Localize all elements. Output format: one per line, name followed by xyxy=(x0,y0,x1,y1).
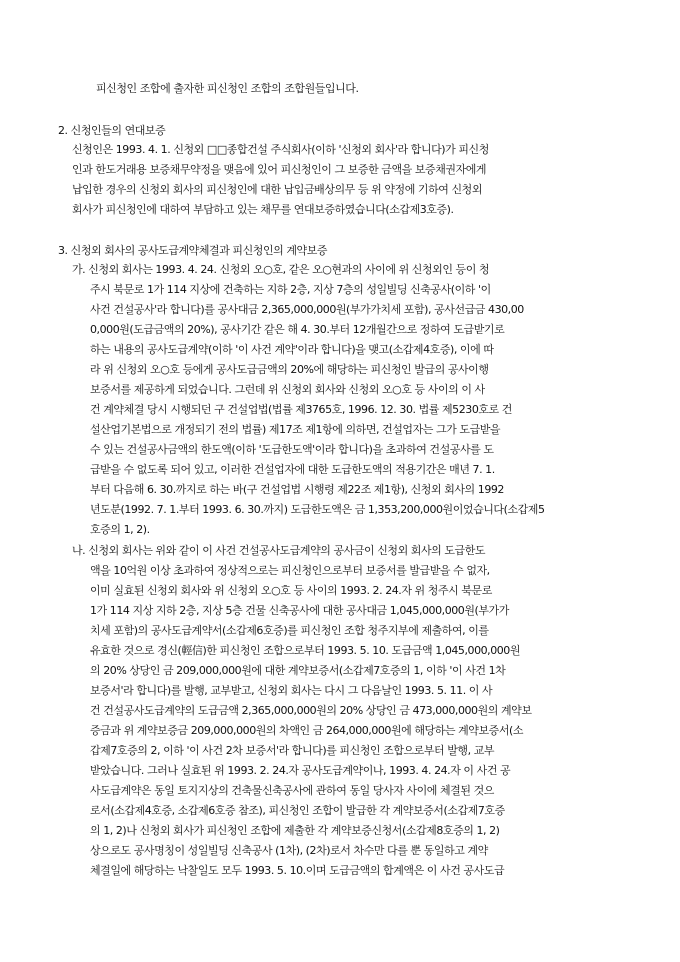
section-2-line: 인과 한도거래용 보증채무약정을 맺음에 있어 피신청인이 그 보증한 금액을 보증채권자에게 xyxy=(72,163,487,176)
item-ga-line: 0,000원(도급금액의 20%), 공사기간 같은 해 4. 30.부터 12개월간으로 정하여 도급받기로 xyxy=(90,323,505,336)
item-na-line: 액을 10억원 이상 초과하여 정상적으로는 피신청인으로부터 보증서를 발급받을 수 없자, xyxy=(90,564,490,577)
item-ga-line: 가. 신청외 회사는 1993. 4. 24. 신청외 오○호, 같은 오○현과의 사이에 위 신청외인 등이 청 xyxy=(72,263,490,276)
section-3-heading: 3. 신청외 회사의 공사도급계약체결과 피신청인의 계약보증 xyxy=(58,244,328,257)
item-na-line: 갑제7호증의 2, 이하 '이 사건 2차 보증서'라 합니다)를 피신청인 조합으로부터 발행, 교부 xyxy=(90,744,495,757)
item-ga-line: 부터 다음해 6. 30.까지로 하는 바(구 건설업법 시행령 제22조 제1항), 신청외 회사의 1992 xyxy=(90,483,504,496)
item-na-line: 사도급계약은 동일 토지지상의 건축물신축공사에 관하여 동일 당사자 사이에 체결된 것으 xyxy=(90,784,494,797)
item-na-line: 유효한 것으로 경신(輕信)한 피신청인 조합으로부터 1993. 5. 10. 도급금액 1,045,000,000원 xyxy=(90,644,521,657)
item-na-line: 증금과 위 계약보증금 209,000,000원의 차액인 금 264,000,000원에 해당하는 계약보증서(소 xyxy=(90,724,524,737)
item-na-line: 보증서'라 합니다)를 발행, 교부받고, 신청외 회사는 다시 그 다음날인 1993. 5. 11. 이 사 xyxy=(90,684,493,697)
item-ga-line: 주시 북문로 1가 114 지상에 건축하는 지하 2층, 지상 7층의 성일빌딩 신축공사(이하 '이 xyxy=(90,283,491,296)
item-na-line: 건 건설공사도급계약의 도급금액 2,365,000,000원의 20% 상당인 금 473,000,000원의 계약보 xyxy=(90,704,532,717)
item-na-line: 1가 114 지상 지하 2층, 지상 5층 건물 신축공사에 대한 공사대금 1,045,000,000원(부가가 xyxy=(90,604,509,617)
item-na-line: 로서(소갑제4호증, 소갑제6호증 참조), 피신청인 조합이 발급한 각 계약보증서(소갑제7호증 xyxy=(90,804,505,817)
section-2-heading: 2. 신청인들의 연대보증 xyxy=(58,124,166,137)
item-ga-line: 호증의 1, 2). xyxy=(90,523,150,536)
item-na-line: 상으로도 공사명칭이 성일빌딩 신축공사 (1차), (2차)로서 차수만 다를 뿐 동일하고 계약 xyxy=(90,844,488,857)
item-na-line: 체결일에 해당하는 낙찰일도 모두 1993. 5. 10.이며 도급금액의 합계액은 이 사건 공사도급 xyxy=(90,864,505,877)
item-ga-line: 건 계약체결 당시 시행되던 구 건설업법(법률 제3765호, 1996. 12. 30. 법률 제5230호로 건 xyxy=(90,403,512,416)
section-2-line: 신청인은 1993. 4. 1. 신청외 □□종합건설 주식회사(이하 '신청외 회사'라 합니다)가 피신청 xyxy=(72,143,489,156)
item-ga-line: 년도분(1992. 7. 1.부터 1993. 6. 30.까지) 도급한도액은 금 1,353,200,000원이었습니다(소갑제5 xyxy=(90,503,545,516)
section-2-line: 회사가 피신청인에 대하여 부담하고 있는 채무를 연대보증하였습니다(소갑제3호증). xyxy=(72,203,454,216)
item-ga-line: 설산업기본법으로 개정되기 전의 법률) 제17조 제1항에 의하면, 건설업자는 그가 도급받을 xyxy=(90,423,501,436)
item-na-line: 의 1, 2)나 신청외 회사가 피신청인 조합에 제출한 각 계약보증신청서(소갑제8호증의 1, 2) xyxy=(90,824,500,837)
item-ga-line: 수 있는 건설공사금액의 한도액(이하 '도급한도액'이라 합니다)을 초과하여 건설공사를 도 xyxy=(90,443,494,456)
item-na-line: 치세 포함)의 공사도급계약서(소갑제6호증)를 피신청인 조합 청주지부에 제출하여, 이를 xyxy=(90,624,489,637)
item-ga-line: 보증서를 제공하게 되었습니다. 그런데 위 신청외 회사와 신청외 오○호 등 사이의 이 사 xyxy=(90,383,485,396)
intro-line: 피신청인 조합에 출자한 피신청인 조합의 조합원들입니다. xyxy=(96,82,359,95)
item-ga-line: 사건 건설공사'라 합니다)를 공사대금 2,365,000,000원(부가가치세 포함), 공사선급금 430,00 xyxy=(90,303,524,316)
item-na-line: 의 20% 상당인 금 209,000,000원에 대한 계약보증서(소갑제7호증의 1, 이하 '이 사건 1차 xyxy=(90,664,506,677)
item-ga-line: 라 위 신청외 오○호 등에게 공사도급금액의 20%에 해당하는 피신청인 발급의 공사이행 xyxy=(90,363,489,376)
section-2-line: 납입한 경우의 신청외 회사의 피신청인에 대한 납입금배상의무 등 위 약정에 기하여 신청외 xyxy=(72,183,483,196)
item-ga-line: 하는 내용의 공사도급계약(이하 '이 사건 계약'이라 합니다)을 맺고(소갑제4호증), 이에 따 xyxy=(90,343,494,356)
item-ga-line: 급받을 수 없도록 되어 있고, 이러한 건설업자에 대한 도급한도액의 적용기간은 매년 7. 1. xyxy=(90,463,495,476)
item-na-line: 나. 신청외 회사는 위와 같이 이 사건 건설공사도급계약의 공사금이 신청외 회사의 도급한도 xyxy=(72,544,486,557)
item-na-line: 이미 실효된 신청외 회사와 위 신청외 오○호 등 사이의 1993. 2. 24.자 위 청주시 북문로 xyxy=(90,584,492,597)
item-na-line: 받았습니다. 그러나 실효된 위 1993. 2. 24.자 공사도급계약이나, 1993. 4. 24.자 이 사건 공 xyxy=(90,764,511,777)
